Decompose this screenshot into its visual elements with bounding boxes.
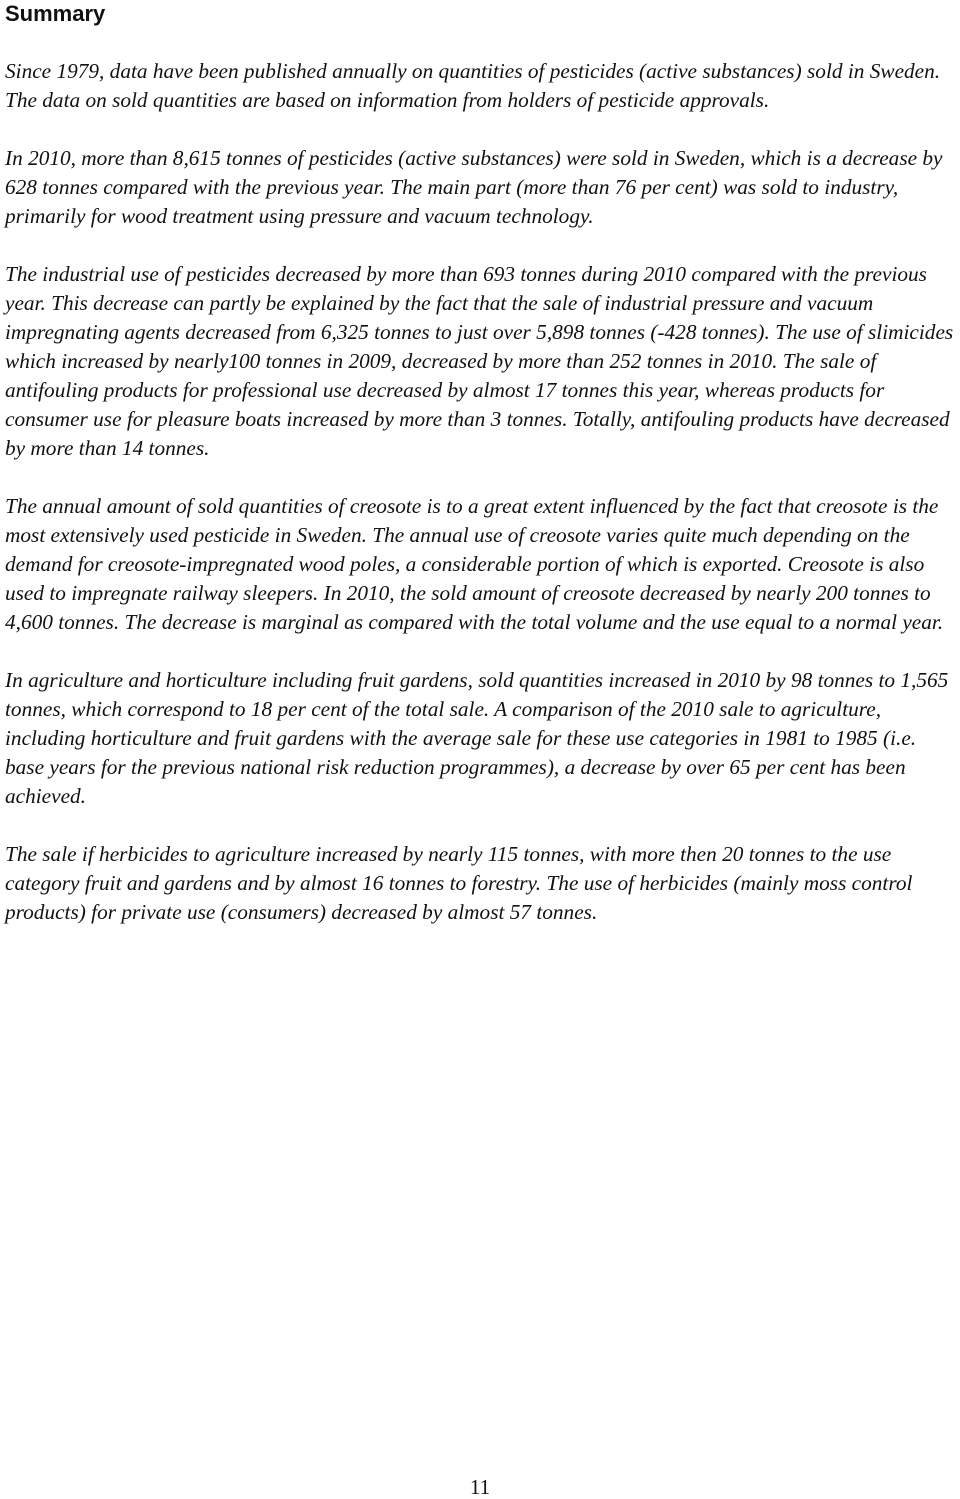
paragraph-gap	[5, 231, 955, 260]
paragraph-creosote: The annual amount of sold quantities of creosote is to a great extent influenced by the fact that creosote is the most extensively used pesticide in Sweden. The annual use of creosote varies quite much depending on the demand for creosote-impregnated wood poles, a considerable portion of which is exported. Creosote is also used to impregnate railway sleepers. In 2010, the sold amount of creosote decreased by nearly 200 tonnes to 4,600 tonnes. The decrease is marginal as compared with the total volume and the use equal to a normal year.	[5, 494, 944, 634]
paragraph-gap	[5, 463, 955, 492]
paragraph-intro: Since 1979, data have been published annually on quantities of pesticides (active substances) sold in Sweden. The data on sold quantities are based on information from holders of pesticide approvals.	[5, 59, 941, 112]
paragraph-herbicides: The sale if herbicides to agriculture increased by nearly 115 tonnes, with more then 20 tonnes to the use category fruit and gardens and by almost 16 tonnes to forestry. The use of herbicides (mainly moss control products) for private use (consumers) decreased by almost 57 tonnes.	[5, 842, 913, 924]
paragraph-agriculture: In agriculture and horticulture including fruit gardens, sold quantities increased in 2010 by 98 tonnes to 1,565 tonnes, which correspond to 18 per cent of the total sale. A comparison of the 2010 sale to agriculture, including horticulture and fruit gardens with the average sale for these use categories in 1981 to 1985 (i.e. base years for the previous national risk reduction programmes), a decrease by over 65 per cent has been achieved.	[5, 668, 949, 808]
page-number: 11	[469, 1475, 491, 1499]
section-heading: Summary	[5, 1, 106, 26]
paragraph-totals-2010: In 2010, more than 8,615 tonnes of pesticides (active substances) were sold in Sweden, which is a decrease by 628 tonnes compared with the previous year. The main part (more than 76 per cent) was sold to industry, primarily for wood treatment using pressure and vacuum technology.	[5, 146, 943, 228]
paragraph-gap	[5, 115, 955, 144]
paragraph-gap	[5, 637, 955, 666]
paragraph-gap	[5, 811, 955, 840]
document-page	[5, 0, 955, 927]
paragraph-industrial-use: The industrial use of pesticides decreased by more than 693 tonnes during 2010 compared with the previous year. This decrease can partly be explained by the fact that the sale of industrial pressure and vacuum impregnating agents decreased from 6,325 tonnes to just over 5,898 tonnes (-428 tonnes). The use of slimicides which increased by nearly100 tonnes in 2009, decreased by more than 252 tonnes in 2010. The sale of antifouling products for professional use decreased by almost 17 tonnes this year, whereas products for consumer use for pleasure boats increased by more than 3 tonnes. Totally, antifouling products have decreased by more than 14 tonnes.	[5, 262, 954, 460]
